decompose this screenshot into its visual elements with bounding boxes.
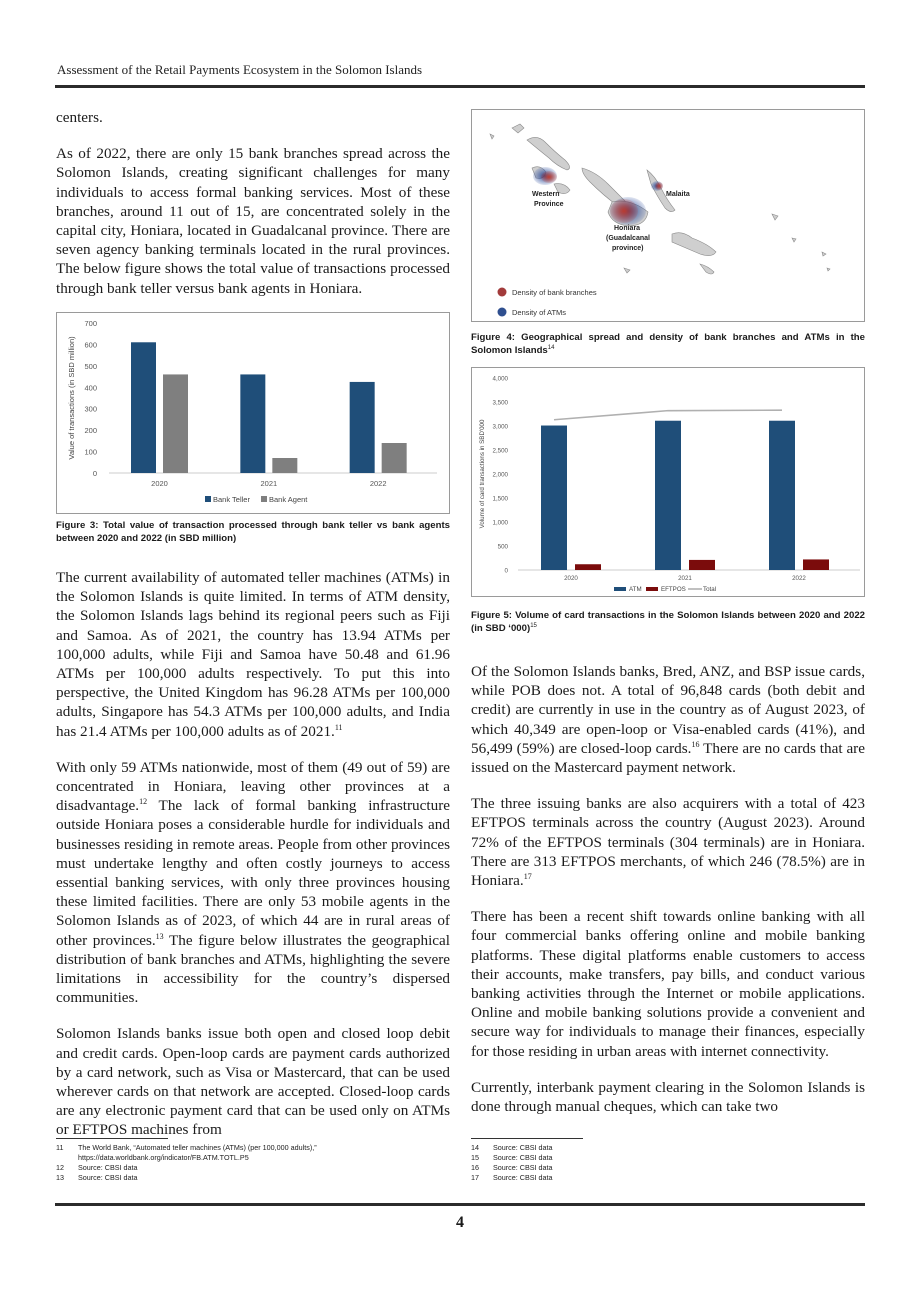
fig3-ytick: 500 — [84, 361, 97, 371]
fig3-ytick: 100 — [84, 447, 97, 457]
fig3-xtick: 2021 — [260, 479, 278, 488]
footer-rule — [55, 1203, 865, 1206]
footnote-rule-right — [471, 1138, 583, 1139]
fig5-ytick: 4,000 — [492, 375, 508, 383]
fig3-legend-label: Bank Agent — [269, 495, 308, 504]
fig5-xtick: 2022 — [792, 575, 806, 582]
footnote-17 — [471, 1173, 865, 1183]
running-header: Assessment of the Retail Payments Ecosystem in the Solomon Islands — [57, 62, 423, 77]
footnote-ref-16[interactable]: 16 — [691, 739, 700, 749]
paragraph-eftpos: The three issuing banks are also acquirers with a total of 423 EFTPOS terminals across the country (August 2023). Around 72% of the EFTPOS terminals (304 terminals) are in Honiara. There are 313 EFTPOS merchants, of which 246 (78.5%) are in Honiara.$^{17}$ — [471, 795, 865, 890]
fig5-bar-atm-2022 — [769, 421, 795, 570]
label-honiara-3: province) — [612, 245, 644, 252]
paragraph-interbank-clearing: Currently, interbank payment clearing in the Solomon Islands is done through manual cheques, which can take two — [471, 1078, 865, 1116]
left-column-bottom — [56, 568, 450, 1157]
footnote-12 — [56, 1163, 450, 1173]
fig5-bar-eftpos-2021 — [689, 560, 715, 570]
paragraph-card-issuers: Of the Solomon Islands banks, Bred, ANZ, and BSP issue cards, while POB does not. A total of 96,848 cards (both debit and credit) are currently in use in the country as of August 2023, of which 40,349 are open-loop or Visa-enabled cards (41%), and 56,499 (59%) are closed-loop cards.$^{16}$ There are no cards that are issued on the Mastercard payment network. — [471, 663, 865, 777]
fig5-ytick: 0 — [504, 567, 508, 575]
fig5-ytick: 2,500 — [492, 447, 508, 455]
legend-atms-swatch — [498, 308, 507, 317]
fig3-ytick: 700 — [84, 319, 97, 328]
footnote-15 — [471, 1153, 865, 1163]
footnotes-left — [56, 1143, 450, 1183]
island-shapes — [490, 124, 830, 274]
figure-4-map — [471, 109, 865, 322]
legend-branches-swatch — [498, 288, 507, 297]
malaita-branch-density — [655, 182, 663, 190]
figure-5-svg — [472, 368, 864, 596]
fig5-line-total — [554, 410, 782, 420]
footnote-text: Source: CBSI data — [493, 1153, 553, 1162]
footnote-14 — [471, 1143, 865, 1153]
footnote-16 — [471, 1163, 865, 1173]
footnote-ref-14[interactable]: 14 — [547, 344, 555, 351]
fig5-ytick: 3,500 — [492, 399, 508, 407]
fig3-bar-bank-teller-2022 — [350, 382, 375, 473]
legend-branches: Density of bank branches — [512, 288, 597, 297]
fig3-ytick: 0 — [92, 469, 97, 478]
paragraph-card-types: Solomon Islands banks issue both open and closed loop debit and credit cards. Open-loop cards are payment cards authorized by a card network, such as Visa or Mastercard, that can be used wherever cards on that network are accepted. Closed-loop cards are any electronic payment card that can be used only on ATMs or EFTPOS machines from — [56, 1025, 450, 1139]
fig3-ytick: 400 — [84, 383, 97, 393]
right-column — [471, 662, 865, 1133]
paragraph-centers: centers. — [56, 109, 103, 126]
page-number: 4 — [456, 1214, 464, 1231]
label-malaita: Malaita — [666, 191, 690, 198]
fig5-bar-atm-2020 — [541, 426, 567, 570]
figure-4-caption: Figure 4: Geographical spread and density of bank branches and ATMs in the Solomon Islands$^{14}$ — [471, 332, 865, 356]
fig5-ytick: 1,500 — [492, 495, 508, 503]
figure-3-chart — [56, 312, 450, 514]
fig3-xtick: 2020 — [151, 479, 168, 488]
fig5-ytick: 2,000 — [492, 471, 508, 479]
footnote-text: Source: CBSI data — [493, 1143, 553, 1152]
footnote-number: 11 — [56, 1143, 64, 1152]
footnote-number: 16 — [471, 1163, 479, 1172]
fig5-legend-swatch — [646, 587, 658, 591]
fig5-legend-label: ATM — [629, 586, 642, 593]
fig3-bar-bank-agent-2020 — [163, 374, 188, 473]
label-western-1: Western — [532, 191, 560, 198]
footnote-ref-15[interactable]: 15 — [530, 622, 537, 629]
fig5-ylabel: Volume of card transactions in SBD'000 — [479, 419, 486, 529]
fig5-xtick: 2020 — [564, 575, 578, 582]
footnote-number: 13 — [56, 1173, 64, 1182]
fig5-ytick: 500 — [497, 543, 508, 551]
fig5-legend-swatch — [614, 587, 626, 591]
footnote-text: Source: CBSI data — [493, 1163, 553, 1172]
honiara-branch-density — [610, 199, 638, 223]
footnote-text: Source: CBSI data — [78, 1173, 138, 1182]
solomon-islands-map — [472, 110, 864, 321]
fig5-ytick: 3,000 — [492, 423, 508, 431]
fig5-bar-atm-2021 — [655, 421, 681, 570]
western-branch-density — [541, 171, 557, 183]
footnote-number: 12 — [56, 1163, 64, 1172]
footnote-ref-17[interactable]: 17 — [523, 871, 532, 881]
paragraph-online-banking: There has been a recent shift towards online banking with all four commercial banks offering online and mobile banking platforms. These digital platforms enable customers to access their accounts, make transfers, pay bills, and conduct various banking activities through the Internet or mobile applications. Online and mobile banking solutions provide a convenient and secure way for individuals to manage their finances, especially for those residing in urban areas with internet connectivity. — [471, 908, 865, 1060]
fig3-bar-bank-teller-2021 — [240, 374, 265, 473]
footnote-number: 14 — [471, 1143, 479, 1152]
footnote-rule-left — [56, 1138, 168, 1139]
fig3-legend-label: Bank Teller — [213, 495, 250, 504]
fig3-xtick: 2022 — [369, 479, 387, 488]
footnote-ref-12[interactable]: 12 — [139, 797, 148, 807]
fig3-legend-swatch — [205, 496, 211, 502]
figure-5-chart — [471, 367, 865, 597]
footnote-text: Source: CBSI data — [78, 1163, 138, 1172]
left-column-top — [56, 108, 450, 315]
footnotes-right — [471, 1143, 865, 1183]
fig3-ytick: 300 — [84, 404, 97, 414]
fig5-bar-eftpos-2022 — [803, 559, 829, 570]
footnote-ref-13[interactable]: 13 — [155, 931, 164, 941]
fig3-bar-bank-agent-2022 — [382, 443, 407, 473]
fig3-bar-bank-teller-2020 — [131, 342, 156, 473]
label-honiara-1: Honiara — [614, 225, 641, 232]
label-honiara-2: (Guadalcanal — [606, 235, 650, 242]
footnote-11 — [56, 1143, 450, 1163]
header-rule — [55, 85, 865, 88]
fig3-ytick: 200 — [84, 426, 97, 436]
fig3-ytick: 600 — [84, 340, 97, 350]
footnote-number: 15 — [471, 1153, 479, 1162]
paragraph-bank-branches: As of 2022, there are only 15 bank branches spread across the Solomon Islands, creating significant challenges for many individuals to access formal banking services. Most of these branches, around 11 out of 15, are concentrated solely in the capital city, Honiara, located in Guadalcanal province. There are seven agency banking terminals located in the rural provinces. The below figure shows the total value of transactions processed through bank teller versus bank agents in Honiara. — [56, 145, 450, 297]
footnote-text: The World Bank, “Automated teller machines (ATMs) (per 100,000 adults),” https://data.worldbank.org/indicator/FB.ATM.TOTL.P5 — [78, 1143, 317, 1162]
paragraph-atm-density: The current availability of automated teller machines (ATMs) in the Solomon Islands is quite limited. In terms of ATM density, the Solomon Islands lags behind its regional peers such as Fiji and Samoa. As of 2021, the country has 13.94 ATMs per 100,000 adults, while Fiji and Samoa have 50.48 and 61.96 ATMs per 100,000 adults respectively. To put this into perspective, the United Kingdom has 96.28 ATMs per 100,000 adults, Singapore has 54.3 ATMs per 100,000 adults, and India has 21.4 ATMs per 100,000 adults as of 2021.11 — [56, 569, 450, 740]
fig5-bar-eftpos-2020 — [575, 564, 601, 570]
legend-atms: Density of ATMs — [512, 308, 567, 317]
figure-3-svg — [57, 313, 449, 513]
fig3-legend-swatch — [261, 496, 267, 502]
fig5-legend-label: EFTPOS — [661, 586, 686, 593]
paragraph-atms-nationwide: With only 59 ATMs nationwide, most of them (49 out of 59) are concentrated in Honiara, leaving other provinces at a disadvantage.$^{12}$ The lack of formal banking infrastructure outside Honiara poses a considerable hurdle for individuals and businesses residing in remote areas. People from other provinces must undertake lengthy and often costly journeys to access essential banking services, with only three provinces housing these limited facilities. There are only 53 mobile agents in the Solomon Islands as of 2023, of which 44 are in rural areas of other provinces.$^{13}$ The figure below illustrates the geographical distribution of bank branches and ATMs, highlighting the severe limitations in accessibility for the country’s dispersed communities. — [56, 758, 450, 1007]
fig3-ylabel: Value of transactions (in SBD million) — [67, 336, 76, 460]
footnote-ref-11[interactable]: 11 — [334, 722, 343, 732]
footnote-number: 17 — [471, 1173, 479, 1182]
footnote-13 — [56, 1173, 450, 1183]
label-western-2: Province — [534, 201, 564, 208]
figure-5-caption: Figure 5: Volume of card transactions in the Solomon Islands between 2020 and 2022 (in SBD ‘000)$^{15}$ — [471, 610, 865, 634]
fig3-bar-bank-agent-2021 — [272, 458, 297, 473]
fig5-ytick: 1,000 — [492, 519, 508, 527]
footnote-text: Source: CBSI data — [493, 1173, 553, 1182]
fig5-legend-label: Total — [703, 586, 717, 593]
fig5-xtick: 2021 — [678, 575, 692, 582]
figure-3-caption: Figure 3: Total value of transaction processed through bank teller vs bank agents between 2020 and 2022 (in SBD million) — [56, 520, 450, 544]
